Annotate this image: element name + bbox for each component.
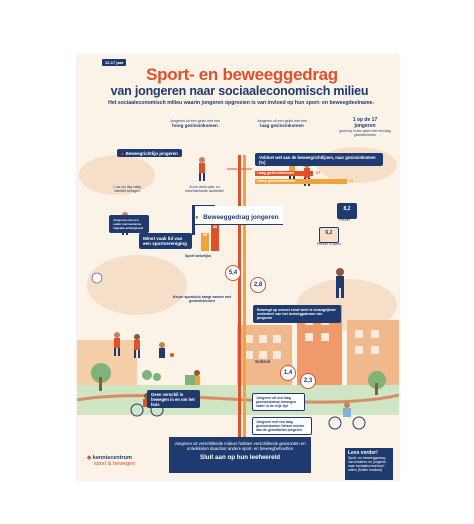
beweeggedrag-title (195, 206, 283, 225)
geen-verschil-card: Geen verschil in bewegen in en om het huis (147, 390, 200, 408)
lees-verder-title: Lees verder! (348, 450, 378, 456)
richtlijn-item-2: 3x per week spier- en botversterkende activiteiten (185, 185, 224, 193)
logo-mark-icon: ◆ (87, 455, 92, 461)
rating-3: 1,4 (280, 365, 296, 381)
high-income-label (165, 119, 225, 128)
sport-low-value: 59 (203, 233, 207, 237)
beweegrichtlijn-title-text: Beweegrichtlijn jongeren (125, 150, 178, 156)
poster-title: Sport- en beweeggedrag (146, 65, 338, 84)
school-label: School (255, 359, 271, 364)
logo-line2: sport & bewegen (94, 461, 136, 467)
school-card: Beweegt op school en/of werk is belangrijkste onderdeel van het beweegpatroon van jongeren (253, 305, 341, 323)
fiets-card: Jongeren met een laag gezinsinkomen fietsen minder dan de gemiddelde jongeren (252, 417, 312, 435)
poster-subtitle: van jongeren naar sociaaleconomisch milieu (110, 84, 369, 98)
lees-verder-box[interactable] (345, 448, 393, 480)
low-income-text: laag gezinsinkomen (260, 123, 304, 128)
footer-box (169, 437, 311, 473)
rating-4: 2,3 (300, 373, 316, 389)
score-low: 6,2 (319, 227, 339, 243)
vrije-tijd-card: Jongeren uit een laag gezinsinkomen bewegen vaker in de vrije tijd (252, 393, 305, 411)
bar-low-income (255, 171, 313, 176)
sport-low-bar (201, 233, 209, 251)
rating-2: 2,8 (250, 277, 266, 293)
poster-intro: Het sociaaleconomisch milieu waarin jongeren opgroeien is van invloed op hun sport- en beweegdeelname. (108, 100, 374, 106)
footer-strong: Sluit aan op hun leefwereld (199, 454, 281, 461)
sport-high-value: 85 (213, 225, 217, 229)
stat-1op17-head2: jongeren (354, 123, 376, 129)
poster (77, 55, 399, 480)
sport-high-bar (211, 225, 219, 251)
bullet-icon: ● (195, 215, 199, 221)
club-card-top: Jongeren met een ouder met westerse migratie-achtergrond (109, 215, 149, 233)
high-income-text: hoog gezinsinkomen (172, 123, 218, 128)
richtlijn-item-1: 1 uur per dag matig intensief bewegen (113, 185, 141, 193)
bar-high-value: 43 (349, 179, 354, 183)
keuze-text: Keuze sportclub hangt samen met gezinsinkomen (172, 295, 232, 303)
bullet-icon: ● (121, 150, 124, 156)
richtlijn-question: Voldoet wel aan de beweegrichtlijnen, naar gezinsinkomen (%) (255, 153, 383, 166)
lees-verder-text: Sport- en beweeggedrag van kinderen en jongeren naar sociaaleconomisch milieu (Mulier Instituut) (348, 456, 387, 472)
beweeggedrag-title-text: Beweeggedrag jongeren (203, 214, 279, 221)
stat-1op17-head: 1 op de 17 (352, 117, 378, 123)
logo-line1: kenniscentrum (92, 455, 132, 461)
low-income-pre: Jongeren uit een gezin met een (256, 119, 308, 123)
score-low-label: Plezier in sport (317, 242, 341, 246)
club-text: Minst vaak lid van een sportvereniging (139, 233, 192, 249)
sport-weekly-label: Sport wekelijks (185, 254, 212, 258)
stat-1op17-sub: groeit op in een gezin met een laag gezinsinkomen (339, 129, 391, 137)
bar-low-value: 27 (316, 171, 321, 175)
rating-1: 5,4 (225, 265, 241, 281)
score-label: Plezier (339, 218, 350, 222)
bar-high-income (255, 179, 347, 184)
beweegrichtlijn-title (117, 149, 182, 157)
logo (87, 455, 135, 467)
score-high: 8,2 (337, 203, 357, 219)
bar-high-label: Hoog gezinsinkomen (257, 179, 296, 183)
high-income-pre: Jongeren uit een gezin met een (169, 119, 221, 123)
bar-low-label: Laag gezinsinkomen (257, 171, 295, 175)
stat-1op17 (339, 117, 391, 137)
low-income-label (252, 119, 312, 128)
footer-text: Jongeren uit verschillende milieus hebben verschillende gewoonten en ontwikkelen daardoor andere sport- en beweegbehoeften (174, 441, 306, 451)
age-badge: 12-17 jaar (102, 59, 126, 66)
